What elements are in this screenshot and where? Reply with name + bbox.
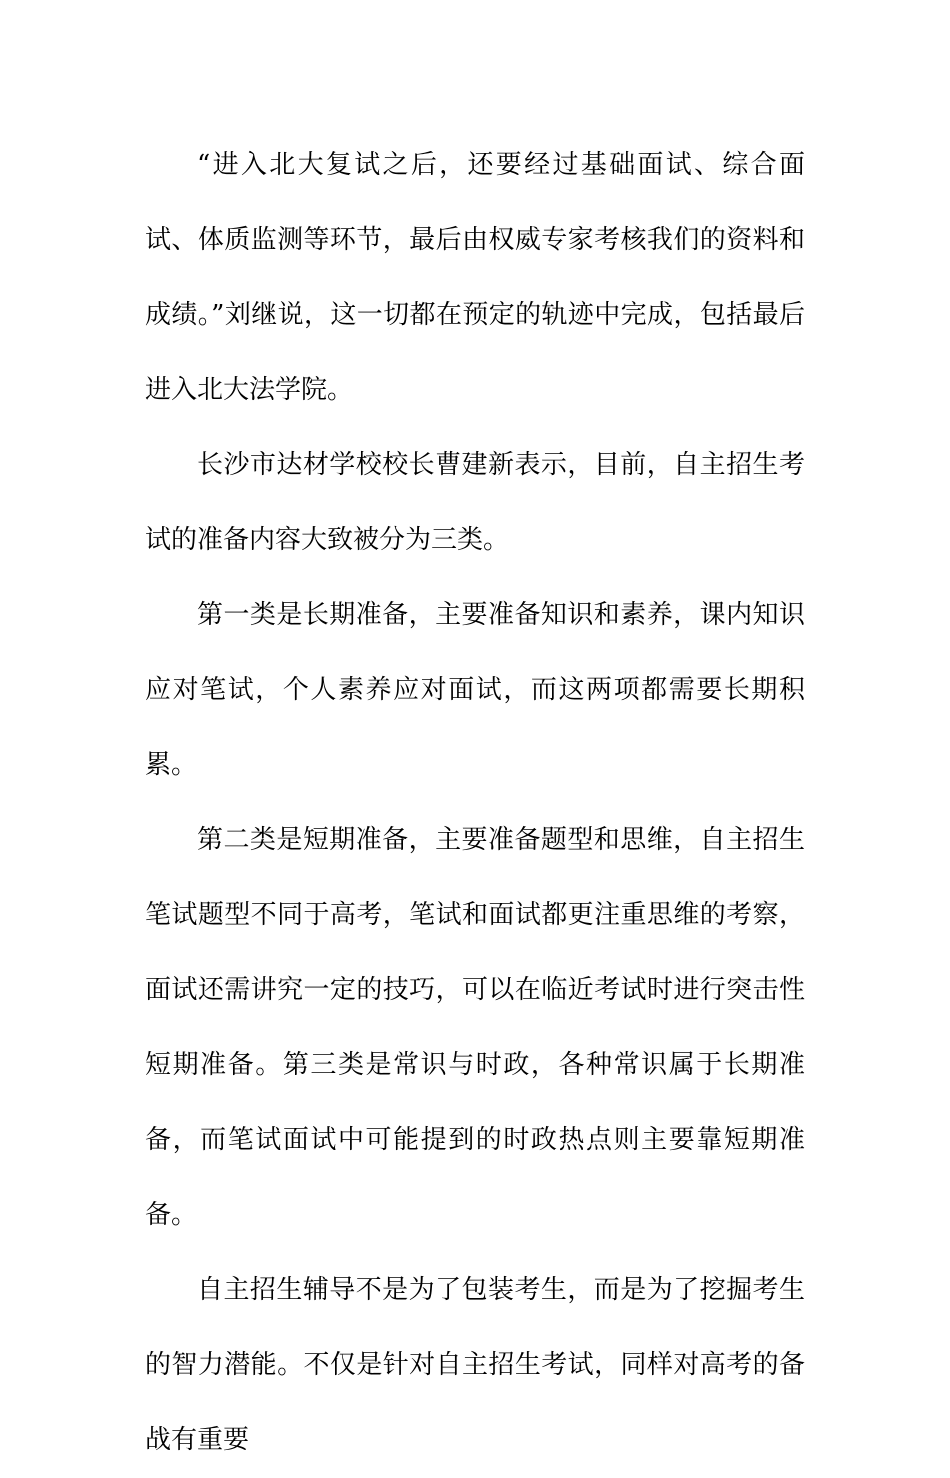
paragraph-1: “进入北大复试之后，还要经过基础面试、综合面试、体质监测等环节，最后由权威专家考核我们的资料和成绩。”刘继说，这一切都在预定的轨迹中完成，包括最后进入北大法学院。 xyxy=(145,150,805,405)
paragraph-4: 第二类是短期准备，主要准备题型和思维，自主招生笔试题型不同于高考，笔试和面试都更注重思维的考察，面试还需讲究一定的技巧，可以在临近考试时进行突击性短期准备。第三类是常识与时政，各种常识属于长期准备，而笔试面试中可能提到的时政热点则主要靠短期准备。 xyxy=(145,825,805,1230)
paragraph-3: 第一类是长期准备，主要准备知识和素养，课内知识应对笔试，个人素养应对面试，而这两项都需要长期积累。 xyxy=(145,600,805,780)
document-body xyxy=(145,128,805,1478)
paragraph-5: 自主招生辅导不是为了包装考生，而是为了挖掘考生的智力潜能。不仅是针对自主招生考试，同样对高考的备战有重要 xyxy=(145,1275,805,1455)
paragraph-2: 长沙市达材学校校长曹建新表示，目前，自主招生考试的准备内容大致被分为三类。 xyxy=(145,450,805,555)
